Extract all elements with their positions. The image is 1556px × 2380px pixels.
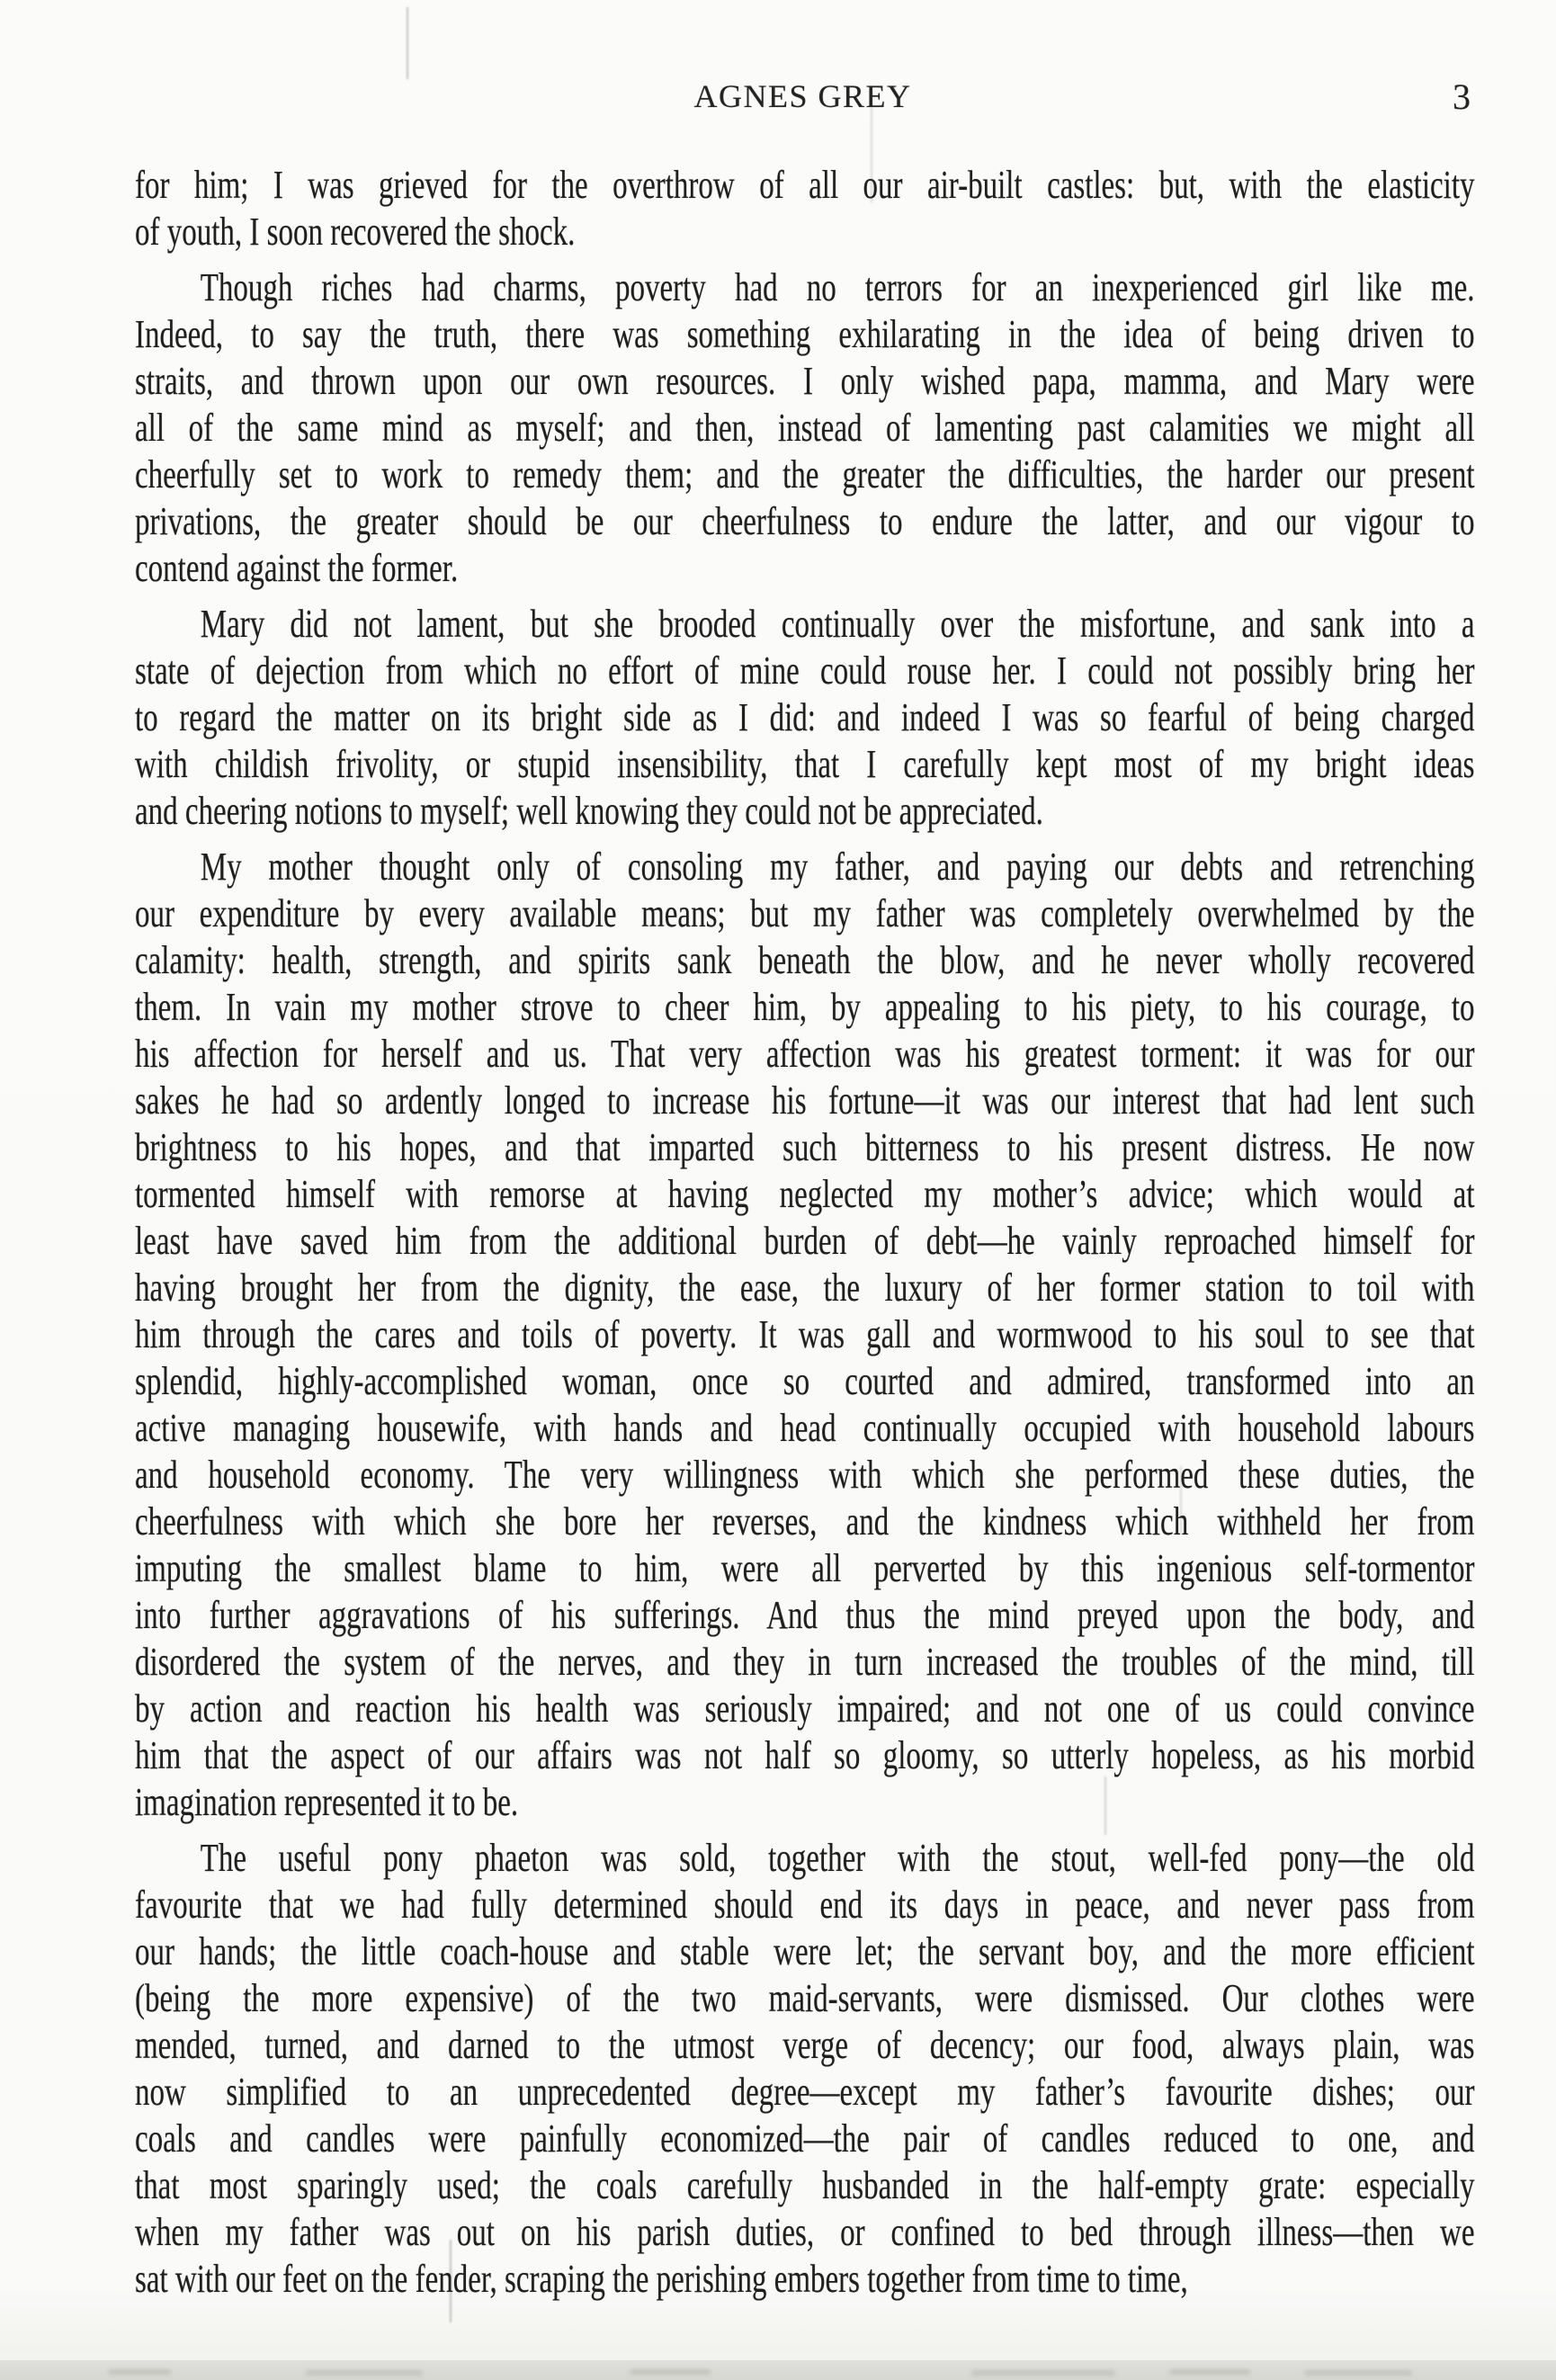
text-line: active managing housewife, with hands and head continually occupied with household labours bbox=[135, 1406, 1475, 1450]
scan-crease bbox=[450, 2240, 452, 2322]
text-line: imputing the smallest blame to him, were all perverted by this ingenious self-tormentor bbox=[135, 1546, 1475, 1590]
text-line: and household economy. The very willingness with which she performed these duties, the bbox=[135, 1453, 1475, 1497]
text-line: our expenditure by every available means; but my father was completely overwhelmed by the bbox=[135, 891, 1475, 935]
scan-smudge bbox=[971, 2370, 1115, 2376]
text-block bbox=[135, 162, 1475, 2303]
scan-smudge bbox=[1304, 2370, 1412, 2376]
paragraph bbox=[135, 601, 1475, 835]
text-line: cheerfully set to work to remedy them; and the greater the difficulties, the harder our present bbox=[135, 452, 1475, 497]
page-number: 3 bbox=[1453, 76, 1471, 117]
scan-smudge bbox=[1169, 2369, 1250, 2375]
text-line: favourite that we had fully determined should end its days in peace, and never pass from bbox=[135, 1883, 1475, 1927]
text-line: disordered the system of the nerves, and they in turn increased the troubles of the mind, till bbox=[135, 1640, 1475, 1684]
text-line: coals and candles were painfully economized—the pair of candles reduced to one, and bbox=[135, 2116, 1475, 2161]
scan-crease bbox=[1180, 1466, 1182, 1534]
text-line: his affection for herself and us. That very affection was his greatest torment: it was for our bbox=[135, 1032, 1475, 1076]
text-line: with childish frivolity, or stupid insensibility, that I carefully kept most of my bright ideas bbox=[135, 742, 1475, 786]
text-line: contend against the former. bbox=[135, 546, 459, 590]
text-line: to regard the matter on its bright side as I did: and indeed I was so fearful of being charged bbox=[135, 695, 1475, 739]
scan-crease bbox=[407, 7, 408, 79]
text-line: imagination represented it to be. bbox=[135, 1780, 519, 1824]
text-line: brightness to his hopes, and that imparted such bitterness to his present distress. He now bbox=[135, 1125, 1475, 1169]
text-line: Mary did not lament, but she brooded continually over the misfortune, and sank into a bbox=[200, 602, 1475, 646]
text-line: our hands; the little coach-house and stable were let; the servant boy, and the more efficient bbox=[135, 1929, 1475, 1973]
text-line: privations, the greater should be our cheerfulness to endure the latter, and our vigour to bbox=[135, 499, 1475, 543]
text-line: by action and reaction his health was seriously impaired; and not one of us could convince bbox=[135, 1687, 1475, 1731]
text-line: straits, and thrown upon our own resources. I only wished papa, mamma, and Mary were bbox=[135, 359, 1475, 403]
text-line: (being the more expensive) of the two maid-servants, were dismissed. Our clothes were bbox=[135, 1976, 1475, 2020]
text-line: of youth, I soon recovered the shock. bbox=[135, 210, 576, 254]
text-line: tormented himself with remorse at having neglected my mother’s advice; which would at bbox=[135, 1172, 1475, 1216]
text-line: state of dejection from which no effort of mine could rouse her. I could not possibly bring her bbox=[135, 649, 1475, 693]
paragraph bbox=[135, 844, 1475, 1826]
text-line: when my father was out on his parish duties, or confined to bed through illness—then we bbox=[135, 2210, 1475, 2254]
text-line: Though riches had charms, poverty had no terrors for an inexperienced girl like me. bbox=[200, 265, 1475, 309]
paragraph bbox=[135, 1835, 1475, 2303]
paragraph bbox=[135, 264, 1475, 592]
text-line: splendid, highly-accomplished woman, once so courted and admired, transformed into an bbox=[135, 1359, 1475, 1403]
scan-smudge bbox=[108, 2369, 171, 2375]
text-line: mended, turned, and darned to the utmost verge of decency; our food, always plain, was bbox=[135, 2023, 1475, 2067]
text-line: least have saved him from the additional burden of debt—he vainly reproached himself for bbox=[135, 1219, 1475, 1263]
scan-crease bbox=[1104, 1776, 1106, 1835]
text-line: now simplified to an unprecedented degree—except my father’s favourite dishes; our bbox=[135, 2070, 1475, 2114]
running-title: AGNES GREY bbox=[693, 78, 912, 114]
text-line: The useful pony phaeton was sold, together with the stout, well-fed pony—the old bbox=[200, 1836, 1475, 1880]
running-header bbox=[135, 77, 1471, 117]
text-line: sakes he had so ardently longed to increase his fortune—it was our interest that had lent such bbox=[135, 1078, 1475, 1123]
text-line: sat with our feet on the fender, scraping the perishing embers together from time to time, bbox=[135, 2257, 1188, 2301]
text-line: cheerfulness with which she bore her reverses, and the kindness which withheld her from bbox=[135, 1499, 1475, 1543]
text-line: all of the same mind as myself; and then, instead of lamenting past calamities we might all bbox=[135, 406, 1475, 450]
text-line: them. In vain my mother strove to cheer him, by appealing to his piety, to his courage, to bbox=[135, 985, 1475, 1029]
text-line: him that the aspect of our affairs was not half so gloomy, so utterly hopeless, as his morbid bbox=[135, 1733, 1475, 1777]
scan-crease bbox=[871, 90, 872, 202]
text-line: calamity: health, strength, and spirits sank beneath the blow, and he never wholly recovered bbox=[135, 938, 1475, 982]
text-line: and cheering notions to myself; well knowing they could not be appreciated. bbox=[135, 789, 1043, 833]
scan-smudge bbox=[306, 2370, 423, 2376]
text-line: into further aggravations of his sufferings. And thus the mind preyed upon the body, and bbox=[135, 1593, 1475, 1637]
text-line: him through the cares and toils of poverty. It was gall and wormwood to his soul to see that bbox=[135, 1312, 1475, 1356]
text-line: My mother thought only of consoling my father, and paying our debts and retrenching bbox=[200, 845, 1475, 889]
text-line: for him; I was grieved for the overthrow of all our air-built castles: but, with the elasticity bbox=[135, 163, 1475, 207]
text-line: that most sparingly used; the coals carefully husbanded in the half-empty grate: especially bbox=[135, 2163, 1475, 2207]
text-line: having brought her from the dignity, the ease, the luxury of her former station to toil with bbox=[135, 1266, 1475, 1310]
scan-smudge bbox=[630, 2369, 711, 2375]
paragraph bbox=[135, 162, 1475, 255]
text-line: Indeed, to say the truth, there was something exhilarating in the idea of being driven to bbox=[135, 312, 1475, 356]
